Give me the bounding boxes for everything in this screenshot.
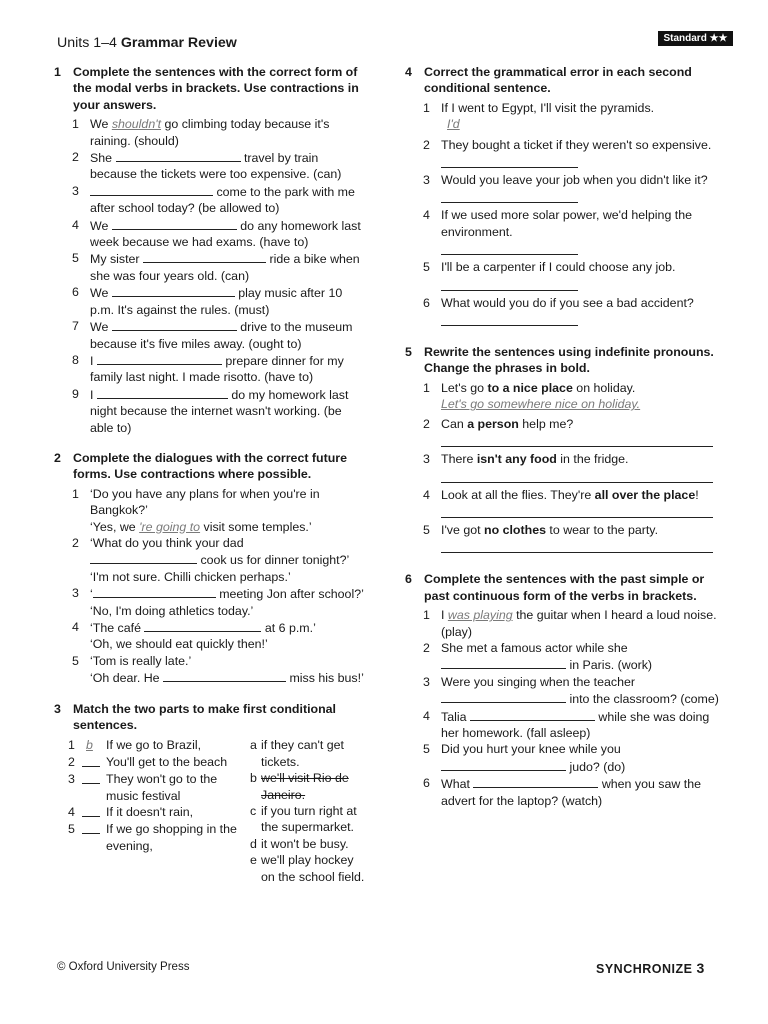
item-body (441, 137, 719, 172)
item-number: 3 (68, 772, 75, 787)
matching-area (54, 737, 366, 885)
page-title (57, 35, 237, 51)
item-text: If we go to Brazil, (106, 738, 202, 753)
exercise-instruction: Complete the dialogues with the correct future forms. Use contractions where possible. (73, 450, 348, 482)
item-text: cook us for dinner tonight?’ (197, 553, 350, 568)
item-body (441, 207, 719, 259)
match-left-column (54, 737, 238, 885)
item-text: ‘Oh, we should eat quickly then!’ (90, 637, 268, 652)
match-option (250, 852, 366, 885)
match-item (68, 754, 238, 771)
answer-blank[interactable] (112, 284, 235, 297)
item-number: 3 (423, 452, 430, 467)
item-text: She (90, 151, 116, 166)
answer-blank[interactable] (116, 149, 241, 162)
item-text: Were you singing when the teacher (441, 674, 636, 689)
list-item (405, 259, 719, 294)
example-answer: b (86, 738, 93, 753)
list-item (54, 183, 366, 217)
item-number: 6 (423, 295, 430, 310)
item-text: on holiday. (572, 380, 636, 395)
item-number: 1 (72, 117, 79, 132)
item-text: If I went to Egypt, I'll visit the pyramids. (441, 100, 655, 115)
exercise-2 (54, 450, 366, 687)
exercise-items (54, 486, 366, 687)
item-body (90, 149, 366, 183)
item-body (441, 640, 719, 674)
item-text: Can (441, 416, 468, 431)
publisher-credit: © Oxford University Press (57, 961, 190, 973)
exercise-5 (405, 344, 719, 557)
item-number: 5 (68, 822, 75, 837)
exercise-items (405, 380, 719, 557)
example-answer: Let's go somewhere nice on holiday. (441, 397, 641, 412)
item-number: 5 (72, 251, 79, 266)
option-letter: a (250, 738, 257, 753)
item-body (441, 451, 719, 486)
item-number: 4 (423, 208, 430, 223)
option-letter: e (250, 853, 257, 868)
item-text: Let's go (441, 380, 488, 395)
answer-blank[interactable] (441, 690, 566, 703)
bold-phrase: isn't any food (476, 452, 557, 467)
answer-blank[interactable] (90, 551, 197, 564)
answer-blank[interactable] (143, 250, 266, 263)
exercise-number: 1 (54, 65, 61, 79)
exercise-number: 2 (54, 450, 61, 465)
list-item (54, 535, 366, 585)
answer-blank[interactable] (82, 804, 100, 817)
answer-line[interactable] (441, 276, 578, 291)
list-item (405, 207, 719, 259)
answer-line[interactable] (441, 432, 713, 447)
item-text: If we used more solar power, we'd helping the environment. (441, 208, 693, 239)
item-number: 3 (72, 183, 79, 198)
list-item (54, 149, 366, 183)
item-body (441, 674, 719, 708)
answer-line[interactable] (441, 468, 713, 483)
item-number: 5 (423, 742, 430, 757)
match-answer-slot[interactable] (82, 754, 106, 771)
item-text: ride a bike when she was four years old. (can) (90, 252, 360, 283)
item-text: Look at all the flies. They're (441, 487, 595, 502)
item-body (441, 259, 719, 294)
item-text: ‘ (90, 587, 93, 602)
item-number: 2 (423, 137, 430, 152)
match-answer-slot[interactable] (82, 804, 106, 821)
item-number: 4 (72, 620, 79, 634)
match-option (250, 836, 366, 852)
item-text: meeting Jon after school?’ (215, 587, 364, 602)
item-text: to wear to the party. (545, 522, 659, 537)
list-item (405, 416, 719, 451)
item-text: judo? (do) (566, 759, 626, 774)
item-body (441, 380, 719, 416)
item-text: ‘No, I'm doing athletics today.’ (90, 603, 254, 618)
list-item (405, 295, 719, 330)
answer-blank[interactable] (473, 775, 598, 788)
list-item (54, 352, 366, 386)
answer-blank[interactable] (93, 585, 216, 598)
left-column (54, 64, 366, 899)
page-number: 3 (696, 960, 705, 976)
item-text: in Paris. (work) (566, 658, 653, 673)
item-text: do my homework last night because the internet wasn't working. (be able to) (90, 387, 349, 435)
match-answer-slot[interactable] (82, 771, 106, 804)
item-text: ‘Tom is really late.’ (90, 653, 192, 668)
right-column (405, 64, 719, 823)
item-text: What (441, 777, 474, 792)
item-number: 2 (72, 535, 79, 550)
answer-blank[interactable] (112, 217, 237, 230)
list-item (405, 487, 719, 522)
item-number: 8 (72, 352, 79, 367)
item-text: My sister (90, 252, 144, 267)
item-text: I (90, 387, 97, 402)
example-answer: was playing (447, 608, 513, 623)
item-body (441, 708, 719, 742)
answer-blank[interactable] (112, 318, 237, 331)
item-number: 4 (423, 487, 430, 502)
item-text: There (441, 452, 477, 467)
answer-blank[interactable] (441, 656, 566, 669)
item-body (441, 487, 719, 522)
list-item (54, 217, 366, 251)
list-item (405, 640, 719, 674)
exercise-instruction: Match the two parts to make first conditional sentences. (73, 701, 336, 733)
item-text: play music after 10 p.m. It's against the rules. (must) (90, 286, 343, 317)
exercise-instruction: Rewrite the sentences using indefinite pronouns. Change the phrases in bold. (424, 345, 714, 376)
answer-line[interactable] (441, 311, 578, 326)
list-item (54, 619, 366, 653)
example-answer: 're going to (139, 519, 201, 534)
match-answer-slot[interactable] (82, 821, 106, 854)
item-text: We (90, 320, 112, 335)
option-letter: b (250, 771, 257, 786)
level-badge: Standard ★★ (658, 31, 733, 46)
item-number: 5 (423, 260, 430, 275)
item-body (90, 352, 366, 386)
bold-phrase: to a nice place (487, 380, 573, 395)
item-number: 1 (423, 100, 430, 115)
item-number: 3 (423, 173, 430, 188)
example-answer: I'd (447, 117, 460, 132)
item-body (441, 741, 719, 775)
item-text: Would you leave your job when you didn't like it? (441, 173, 708, 188)
item-text: visit some temples.’ (200, 519, 312, 534)
item-text: We (90, 117, 112, 132)
list-item (54, 284, 366, 318)
match-option (250, 737, 366, 770)
item-text: They bought a ticket if they weren't so expensive. (441, 137, 712, 152)
match-right-column (238, 737, 366, 885)
item-text: ! (695, 487, 699, 502)
list-item (405, 522, 719, 557)
item-text: You'll get to the beach (106, 754, 228, 769)
item-number: 1 (423, 380, 430, 395)
answer-blank[interactable] (97, 386, 228, 399)
item-text: in the fridge. (556, 452, 629, 467)
item-text: travel by train because the tickets were too expensive. (can) (90, 151, 342, 182)
answer-blank[interactable] (441, 758, 566, 771)
match-option (250, 770, 366, 803)
list-item (54, 585, 366, 619)
item-text: do any homework last week because we had exams. (have to) (90, 218, 361, 250)
match-item (68, 771, 238, 804)
item-body (441, 522, 719, 557)
list-item (54, 386, 366, 436)
option-text: we'll visit Rio de Janeiro. (261, 771, 349, 802)
item-text: ‘Do you have any plans for when you're in Bangkok?’ (90, 486, 320, 518)
list-item (405, 674, 719, 708)
item-text: at 6 p.m.’ (261, 621, 316, 635)
exercise-6 (405, 571, 719, 809)
item-number: 4 (423, 708, 430, 723)
item-text: prepare dinner for my family last night. I made risotto. (have to) (90, 353, 344, 385)
answer-line[interactable] (441, 503, 713, 518)
item-text: into the classroom? (come) (566, 692, 719, 707)
answer-blank[interactable] (90, 183, 213, 196)
item-number: 3 (72, 586, 79, 601)
answer-line[interactable] (441, 188, 578, 203)
item-body (90, 284, 366, 318)
option-letter: c (250, 804, 257, 819)
list-item (54, 116, 366, 149)
list-item (54, 250, 366, 284)
list-item (405, 172, 719, 207)
item-text: ‘I'm not sure. Chilli chicken perhaps.’ (90, 569, 291, 584)
item-text: We (90, 286, 112, 301)
item-text: ‘Oh dear. He (90, 671, 164, 686)
item-body (441, 416, 719, 451)
item-number: 5 (423, 522, 430, 537)
item-number: 4 (72, 217, 79, 232)
item-text: ‘What do you think your dad (90, 535, 244, 550)
option-text: we'll play hockey on the school field. (261, 853, 365, 884)
exercise-items (405, 607, 719, 809)
option-text: if they can't get tickets. (261, 738, 344, 769)
item-text: I (90, 353, 97, 368)
item-text: I've got (441, 522, 485, 537)
exercise-3 (54, 701, 366, 885)
item-body (90, 250, 366, 284)
answer-blank[interactable] (82, 754, 100, 767)
item-body (441, 607, 719, 640)
item-number: 3 (423, 674, 430, 689)
option-text: if you turn right at the supermarket. (261, 804, 357, 835)
list-item (405, 451, 719, 486)
title-label: Grammar Review (120, 35, 237, 51)
item-text: when you saw the advert for the laptop? (watch) (441, 777, 702, 808)
brand-name: SYNCHRONIZE (596, 962, 693, 976)
option-text: it won't be busy. (261, 836, 349, 851)
item-text: They won't go to the music festival (106, 772, 218, 803)
item-body (441, 172, 719, 207)
item-text: while she was doing her homework. (fall asleep) (441, 709, 710, 740)
item-body (90, 116, 366, 149)
item-body (90, 183, 366, 217)
bold-phrase: no clothes (484, 522, 546, 537)
list-item (405, 137, 719, 172)
item-text: miss his bus!’ (286, 671, 364, 686)
exercise-instruction: Complete the sentences with the past simple or past continuous form of the verbs in brackets. (424, 572, 705, 603)
answer-blank[interactable] (82, 821, 100, 834)
item-text: ‘Yes, we (90, 519, 140, 534)
list-item (405, 775, 719, 809)
exercise-number: 6 (405, 572, 412, 587)
item-number: 6 (423, 776, 430, 791)
exercise-items (405, 100, 719, 330)
item-text: If it doesn't rain, (106, 805, 194, 820)
item-text: ‘The café (90, 621, 145, 635)
item-body (441, 100, 719, 137)
item-number: 6 (72, 285, 79, 300)
exercise-4 (405, 64, 719, 330)
item-text: She met a famous actor while she (441, 640, 628, 655)
exercise-number: 4 (405, 65, 412, 79)
answer-blank[interactable] (163, 669, 286, 682)
answer-line[interactable] (441, 240, 578, 255)
item-number: 2 (68, 754, 75, 769)
list-item (54, 318, 366, 352)
item-text: Did you hurt your knee while you (441, 742, 621, 757)
item-number: 2 (423, 640, 430, 655)
item-number: 2 (423, 416, 430, 431)
bold-phrase: a person (467, 416, 519, 431)
exercise-instruction: Correct the grammatical error in each second conditional sentence. (424, 65, 692, 96)
match-option (250, 803, 366, 836)
bold-phrase: all over the place (594, 487, 696, 502)
exercise-items (54, 116, 366, 436)
list-item (405, 380, 719, 416)
list-item (54, 653, 366, 687)
item-number: 5 (72, 653, 79, 668)
exercise-instruction: Complete the sentences with the correct form of the modal verbs in brackets. Use contractions in your answers. (73, 65, 359, 112)
answer-blank[interactable] (97, 352, 222, 365)
item-body (90, 386, 366, 436)
item-number: 1 (72, 486, 79, 501)
list-item (405, 100, 719, 137)
match-item (68, 804, 238, 821)
list-item (405, 708, 719, 742)
example-answer: shouldn't (111, 117, 162, 132)
answer-blank[interactable] (144, 619, 261, 632)
item-text: We (90, 218, 112, 233)
item-text: I (441, 608, 448, 623)
answer-line[interactable] (441, 153, 578, 168)
item-text: come to the park with me after school today? (be allowed to) (90, 184, 355, 216)
item-number: 9 (72, 386, 79, 401)
list-item (405, 607, 719, 640)
item-text: If we go shopping in the evening, (106, 822, 237, 853)
brand-logo (596, 960, 705, 976)
item-text: the guitar when I heard a loud noise. (play) (441, 608, 717, 639)
match-answer-slot (82, 737, 106, 753)
exercise-number: 3 (54, 701, 61, 716)
item-body (441, 295, 719, 330)
item-text: drive to the museum because it's five miles away. (ought to) (90, 320, 353, 351)
item-text: Talia (441, 709, 470, 724)
exercise-1 (54, 64, 366, 436)
item-body (90, 217, 366, 251)
item-number: 2 (72, 150, 79, 165)
item-number: 1 (68, 738, 75, 753)
answer-blank[interactable] (82, 771, 100, 784)
exercise-number: 5 (405, 345, 412, 360)
list-item (54, 486, 366, 535)
match-item (68, 821, 238, 854)
item-body (90, 318, 366, 352)
match-item (68, 737, 238, 753)
item-number: 7 (72, 319, 79, 334)
item-text: What would you do if you see a bad accident? (441, 295, 694, 310)
answer-line[interactable] (441, 538, 713, 553)
item-number: 4 (68, 805, 75, 820)
item-body (441, 775, 719, 809)
item-text: help me? (518, 416, 574, 431)
item-number: 1 (423, 608, 430, 623)
list-item (405, 741, 719, 775)
units-label: Units 1–4 (57, 35, 117, 51)
item-text: go climbing today because it's raining. (should) (90, 117, 330, 148)
option-letter: d (250, 836, 257, 851)
answer-blank[interactable] (470, 708, 595, 721)
item-text: I'll be a carpenter if I could choose any job. (441, 260, 676, 275)
